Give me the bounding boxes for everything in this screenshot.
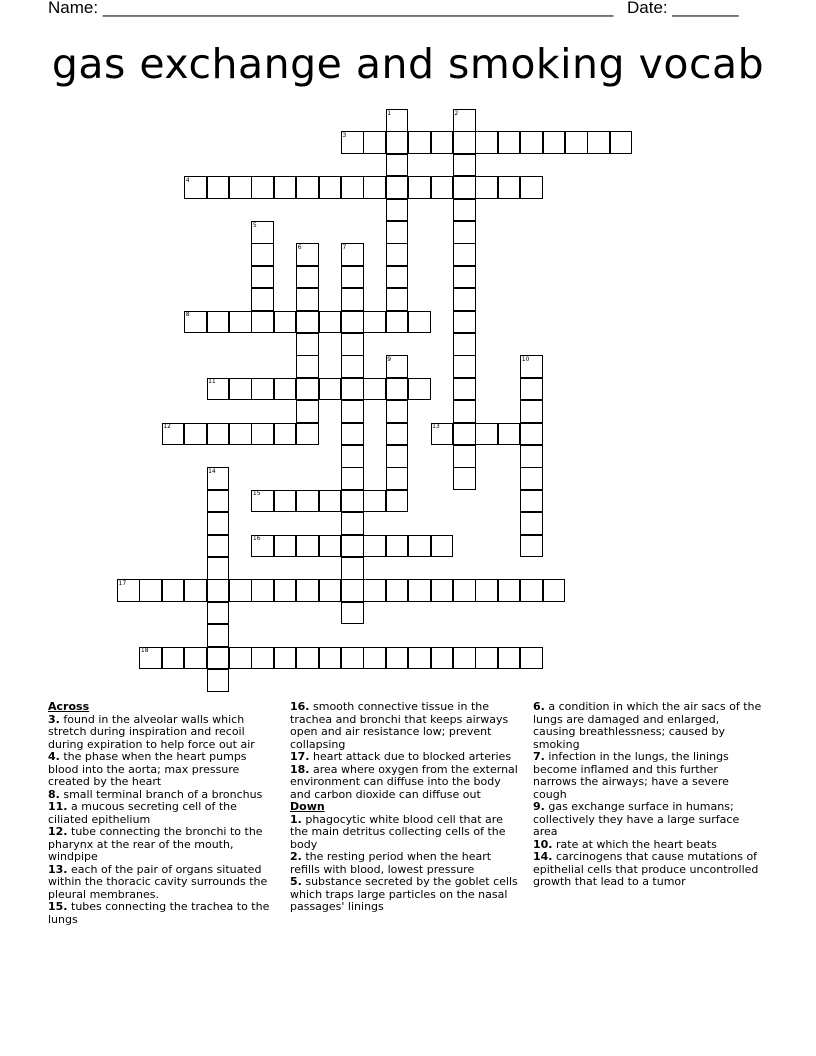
grid-cell[interactable] bbox=[498, 579, 521, 602]
clue-text: carcinogens that cause mutations of epithelial cells that produce uncontrolled growth that lead to a tumor bbox=[533, 850, 759, 888]
clues-column-3 bbox=[533, 701, 763, 889]
clue-number: 2. bbox=[290, 850, 302, 863]
grid-cell[interactable] bbox=[386, 423, 409, 446]
grid-cell[interactable] bbox=[498, 176, 521, 199]
grid-cell[interactable] bbox=[453, 445, 476, 468]
grid-cell[interactable] bbox=[453, 579, 476, 602]
clue-number: 1. bbox=[290, 812, 302, 826]
grid-cell[interactable] bbox=[229, 311, 252, 334]
grid-cell[interactable] bbox=[408, 176, 431, 199]
grid-clue-number: 17 bbox=[118, 579, 127, 587]
grid-clue-number: 10 bbox=[521, 355, 530, 363]
grid-cell[interactable] bbox=[386, 467, 409, 490]
grid-cell[interactable] bbox=[229, 579, 252, 602]
grid-cell[interactable] bbox=[408, 131, 431, 154]
grid-cell[interactable] bbox=[251, 176, 274, 199]
clue-number: 9. bbox=[533, 800, 545, 813]
clue-number: 8. bbox=[48, 787, 60, 801]
grid-cell[interactable] bbox=[363, 176, 386, 199]
clue-text: infection in the lungs, the linings become inflamed and this further narrows the airways; have a severe cough bbox=[533, 750, 729, 801]
clue-text: gas exchange surface in humans; collectively they have a large surface area bbox=[533, 800, 740, 838]
across-clue bbox=[48, 714, 278, 752]
grid-cell[interactable] bbox=[229, 378, 252, 401]
grid-cell[interactable] bbox=[251, 647, 274, 670]
grid-cell[interactable] bbox=[565, 131, 588, 154]
grid-cell[interactable] bbox=[139, 579, 162, 602]
clue-text: small terminal branch of a bronchus bbox=[63, 787, 263, 801]
grid-cell[interactable] bbox=[251, 266, 274, 289]
across-clue bbox=[48, 826, 278, 864]
grid-cell[interactable] bbox=[453, 199, 476, 222]
grid-cell[interactable] bbox=[341, 512, 364, 535]
name-line: ______________________________________________________ bbox=[102, 0, 614, 17]
across-clue bbox=[48, 751, 278, 789]
grid-cell[interactable] bbox=[520, 423, 543, 446]
grid-cell[interactable] bbox=[341, 535, 364, 558]
grid-cell[interactable] bbox=[520, 400, 543, 423]
grid-cell[interactable] bbox=[386, 400, 409, 423]
grid-cell[interactable] bbox=[386, 288, 409, 311]
grid-cell[interactable] bbox=[296, 288, 319, 311]
grid-cell[interactable] bbox=[453, 154, 476, 177]
grid-cell[interactable] bbox=[475, 647, 498, 670]
across-heading: Across bbox=[48, 700, 90, 713]
grid-cell[interactable] bbox=[341, 266, 364, 289]
grid-cell[interactable] bbox=[453, 333, 476, 356]
grid-cell[interactable] bbox=[296, 266, 319, 289]
grid-cell[interactable] bbox=[408, 535, 431, 558]
grid-cell[interactable] bbox=[341, 176, 364, 199]
grid-cell[interactable] bbox=[341, 400, 364, 423]
clue-number: 5. bbox=[290, 875, 302, 888]
grid-cell[interactable] bbox=[274, 647, 297, 670]
grid-cell[interactable] bbox=[520, 535, 543, 558]
grid-cell[interactable] bbox=[587, 131, 610, 154]
grid-cell[interactable] bbox=[341, 333, 364, 356]
grid-cell[interactable] bbox=[207, 579, 230, 602]
clue-number: 10. bbox=[533, 837, 553, 851]
grid-cell[interactable] bbox=[475, 176, 498, 199]
clue-text: a condition in which the air sacs of the lungs are damaged and enlarged, causing breathlessness; caused by smoking bbox=[533, 700, 762, 751]
grid-cell[interactable] bbox=[475, 579, 498, 602]
grid-clue-number: 18 bbox=[140, 647, 149, 655]
grid-clue-number: 1 bbox=[387, 109, 392, 117]
grid-clue-number: 4 bbox=[185, 176, 190, 184]
date-line: _______ bbox=[672, 0, 739, 17]
grid-cell[interactable] bbox=[341, 288, 364, 311]
clues-column-2 bbox=[290, 701, 522, 914]
down-clue bbox=[533, 701, 763, 751]
grid-cell[interactable] bbox=[475, 131, 498, 154]
grid-cell[interactable] bbox=[341, 355, 364, 378]
grid-cell[interactable] bbox=[341, 311, 364, 334]
grid-cell[interactable] bbox=[296, 311, 319, 334]
clue-text: phagocytic white blood cell that are the main detritus collecting cells of the body bbox=[290, 812, 506, 851]
grid-cell[interactable] bbox=[162, 579, 185, 602]
grid-cell[interactable] bbox=[431, 579, 454, 602]
grid-cell[interactable] bbox=[319, 579, 342, 602]
grid-cell[interactable] bbox=[408, 378, 431, 401]
grid-cell[interactable] bbox=[319, 490, 342, 513]
grid-cell[interactable] bbox=[520, 378, 543, 401]
grid-clue-number: 15 bbox=[252, 490, 261, 498]
grid-cell[interactable] bbox=[453, 221, 476, 244]
grid-cell[interactable] bbox=[453, 266, 476, 289]
grid-cell[interactable] bbox=[363, 131, 386, 154]
grid-cell[interactable] bbox=[251, 243, 274, 266]
grid-cell[interactable] bbox=[274, 579, 297, 602]
grid-cell[interactable] bbox=[386, 647, 409, 670]
clue-text: a mucous secreting cell of the ciliated epithelium bbox=[48, 800, 237, 826]
grid-cell[interactable] bbox=[431, 647, 454, 670]
grid-cell[interactable] bbox=[296, 647, 319, 670]
grid-cell[interactable] bbox=[274, 535, 297, 558]
grid-cell[interactable] bbox=[363, 490, 386, 513]
grid-cell[interactable] bbox=[431, 176, 454, 199]
grid-cell[interactable] bbox=[386, 266, 409, 289]
grid-cell[interactable] bbox=[431, 131, 454, 154]
clue-number: 12. bbox=[48, 825, 68, 838]
grid-cell[interactable] bbox=[319, 535, 342, 558]
grid-cell[interactable] bbox=[207, 624, 230, 647]
grid-cell[interactable] bbox=[341, 602, 364, 625]
grid-cell[interactable] bbox=[408, 579, 431, 602]
clue-number: 11. bbox=[48, 800, 68, 813]
grid-cell[interactable] bbox=[207, 423, 230, 446]
grid-cell[interactable] bbox=[520, 512, 543, 535]
grid-cell[interactable] bbox=[229, 423, 252, 446]
grid-cell[interactable] bbox=[296, 378, 319, 401]
grid-cell[interactable] bbox=[610, 131, 633, 154]
grid-cell[interactable] bbox=[207, 557, 230, 580]
grid-cell[interactable] bbox=[543, 579, 566, 602]
grid-cell[interactable] bbox=[341, 647, 364, 670]
grid-cell[interactable] bbox=[453, 131, 476, 154]
grid-cell[interactable] bbox=[274, 490, 297, 513]
clue-text: heart attack due to blocked arteries bbox=[313, 750, 512, 763]
grid-cell[interactable] bbox=[207, 311, 230, 334]
grid-cell[interactable] bbox=[453, 176, 476, 199]
grid-cell[interactable] bbox=[184, 647, 207, 670]
grid-clue-number: 13 bbox=[432, 423, 440, 431]
grid-cell[interactable] bbox=[341, 445, 364, 468]
grid-cell[interactable] bbox=[341, 579, 364, 602]
grid-cell[interactable] bbox=[274, 176, 297, 199]
grid-cell[interactable] bbox=[363, 378, 386, 401]
grid-cell[interactable] bbox=[386, 311, 409, 334]
across-clue bbox=[48, 801, 278, 826]
grid-clue-number: 11 bbox=[208, 378, 216, 386]
grid-cell[interactable] bbox=[453, 467, 476, 490]
grid-cell[interactable] bbox=[184, 423, 207, 446]
grid-cell[interactable] bbox=[453, 288, 476, 311]
grid-cell[interactable] bbox=[453, 311, 476, 334]
clue-number: 17. bbox=[290, 750, 310, 763]
grid-cell[interactable] bbox=[431, 535, 454, 558]
grid-cell[interactable] bbox=[162, 647, 185, 670]
grid-cell[interactable] bbox=[520, 647, 543, 670]
grid-cell[interactable] bbox=[274, 378, 297, 401]
clue-text: tube connecting the bronchi to the pharynx at the rear of the mouth, windpipe bbox=[48, 825, 263, 863]
grid-cell[interactable] bbox=[207, 669, 230, 692]
grid-cell[interactable] bbox=[341, 467, 364, 490]
grid-cell[interactable] bbox=[386, 221, 409, 244]
grid-cell[interactable] bbox=[386, 378, 409, 401]
grid-cell[interactable] bbox=[274, 311, 297, 334]
grid-cell[interactable] bbox=[296, 535, 319, 558]
grid-clue-number: 2 bbox=[454, 109, 459, 117]
grid-cell[interactable] bbox=[453, 400, 476, 423]
grid-cell[interactable] bbox=[251, 311, 274, 334]
grid-cell[interactable] bbox=[453, 423, 476, 446]
grid-cell[interactable] bbox=[386, 199, 409, 222]
grid-cell[interactable] bbox=[296, 423, 319, 446]
clue-number: 15. bbox=[48, 900, 68, 913]
clue-text: substance secreted by the goblet cells which traps large particles on the nasal passages' linings bbox=[290, 875, 518, 913]
grid-clue-number: 12 bbox=[163, 423, 171, 431]
grid-cell[interactable] bbox=[296, 579, 319, 602]
grid-cell[interactable] bbox=[319, 378, 342, 401]
grid-cell[interactable] bbox=[296, 400, 319, 423]
clues-column-1 bbox=[48, 701, 278, 926]
grid-cell[interactable] bbox=[520, 131, 543, 154]
grid-cell[interactable] bbox=[520, 467, 543, 490]
grid-cell[interactable] bbox=[386, 445, 409, 468]
grid-cell[interactable] bbox=[296, 355, 319, 378]
grid-cell[interactable] bbox=[341, 557, 364, 580]
grid-cell[interactable] bbox=[498, 131, 521, 154]
down-clue bbox=[290, 851, 522, 876]
name-label: Name: bbox=[48, 0, 99, 17]
grid-clue-number: 7 bbox=[342, 243, 347, 251]
grid-cell[interactable] bbox=[363, 647, 386, 670]
clue-text: smooth connective tissue in the trachea and bronchi that keeps airways open and air resistance low; prevent collapsing bbox=[290, 700, 509, 751]
grid-cell[interactable] bbox=[498, 423, 521, 446]
grid-cell[interactable] bbox=[498, 647, 521, 670]
grid-cell[interactable] bbox=[386, 579, 409, 602]
grid-cell[interactable] bbox=[453, 355, 476, 378]
grid-cell[interactable] bbox=[520, 445, 543, 468]
grid-cell[interactable] bbox=[207, 176, 230, 199]
clue-number: 6. bbox=[533, 700, 545, 713]
across-clue bbox=[290, 764, 522, 802]
grid-cell[interactable] bbox=[207, 512, 230, 535]
grid-cell[interactable] bbox=[296, 333, 319, 356]
grid-clue-number: 8 bbox=[185, 311, 190, 319]
grid-cell[interactable] bbox=[543, 131, 566, 154]
clue-text: the resting period when the heart refills with blood, lowest pressure bbox=[290, 850, 492, 876]
puzzle-title: gas exchange and smoking vocab bbox=[51, 40, 765, 88]
grid-cell[interactable] bbox=[319, 311, 342, 334]
clue-number: 16. bbox=[290, 700, 310, 713]
grid-cell[interactable] bbox=[274, 423, 297, 446]
grid-cell[interactable] bbox=[520, 176, 543, 199]
clue-number: 13. bbox=[48, 862, 68, 876]
grid-cell[interactable] bbox=[386, 154, 409, 177]
grid-clue-number: 5 bbox=[252, 221, 257, 229]
down-clue bbox=[290, 814, 522, 852]
grid-cell[interactable] bbox=[386, 243, 409, 266]
grid-cell[interactable] bbox=[207, 602, 230, 625]
date-label: Date: bbox=[627, 0, 668, 17]
grid-cell[interactable] bbox=[207, 647, 230, 670]
grid-cell[interactable] bbox=[319, 647, 342, 670]
grid-cell[interactable] bbox=[184, 579, 207, 602]
grid-cell[interactable] bbox=[408, 647, 431, 670]
clue-number: 4. bbox=[48, 750, 60, 763]
grid-cell[interactable] bbox=[319, 176, 342, 199]
grid-cell[interactable] bbox=[229, 647, 252, 670]
down-clue bbox=[290, 876, 522, 914]
grid-cell[interactable] bbox=[363, 579, 386, 602]
grid-cell[interactable] bbox=[363, 311, 386, 334]
grid-cell[interactable] bbox=[251, 288, 274, 311]
grid-cell[interactable] bbox=[363, 535, 386, 558]
clue-number: 3. bbox=[48, 712, 60, 726]
clue-number: 14. bbox=[533, 850, 553, 863]
grid-cell[interactable] bbox=[229, 176, 252, 199]
grid-cell[interactable] bbox=[520, 490, 543, 513]
grid-cell[interactable] bbox=[207, 490, 230, 513]
grid-cell[interactable] bbox=[341, 378, 364, 401]
clue-number: 7. bbox=[533, 750, 545, 763]
grid-clue-number: 6 bbox=[297, 243, 302, 251]
grid-cell[interactable] bbox=[520, 579, 543, 602]
down-clue bbox=[533, 851, 763, 889]
across-clue bbox=[48, 864, 278, 902]
clue-text: each of the pair of organs situated within the thoracic cavity surrounds the pleural membranes. bbox=[48, 862, 268, 901]
grid-cell[interactable] bbox=[251, 579, 274, 602]
grid-cell[interactable] bbox=[386, 176, 409, 199]
grid-clue-number: 9 bbox=[387, 355, 392, 363]
grid-cell[interactable] bbox=[207, 535, 230, 558]
grid-cell[interactable] bbox=[475, 423, 498, 446]
clue-number: 18. bbox=[290, 762, 310, 776]
clue-text: rate at which the heart beats bbox=[556, 837, 717, 851]
grid-cell[interactable] bbox=[386, 490, 409, 513]
down-clue bbox=[533, 751, 763, 801]
grid-cell[interactable] bbox=[386, 131, 409, 154]
grid-clue-number: 14 bbox=[208, 467, 216, 475]
grid-cell[interactable] bbox=[296, 490, 319, 513]
clue-text: area where oxygen from the external environment can diffuse into the body and carbon dioxide can diffuse out bbox=[290, 762, 518, 801]
grid-cell[interactable] bbox=[296, 176, 319, 199]
grid-clue-number: 16 bbox=[252, 535, 261, 543]
grid-cell[interactable] bbox=[453, 647, 476, 670]
grid-cell[interactable] bbox=[251, 423, 274, 446]
grid-cell[interactable] bbox=[453, 378, 476, 401]
grid-cell[interactable] bbox=[453, 243, 476, 266]
grid-cell[interactable] bbox=[386, 535, 409, 558]
clue-text: found in the alveolar walls which stretch during inspiration and recoil during expiration to help force out air bbox=[48, 712, 255, 751]
grid-cell[interactable] bbox=[251, 378, 274, 401]
clue-text: tubes connecting the trachea to the lungs bbox=[48, 900, 270, 926]
grid-cell[interactable] bbox=[341, 490, 364, 513]
grid-cell[interactable] bbox=[341, 423, 364, 446]
grid-cell[interactable] bbox=[408, 311, 431, 334]
across-clue bbox=[48, 901, 278, 926]
down-clue bbox=[533, 801, 763, 839]
grid-clue-number: 3 bbox=[342, 131, 347, 139]
clue-text: the phase when the heart pumps blood into the aorta; max pressure created by the heart bbox=[48, 750, 247, 788]
down-heading: Down bbox=[290, 800, 325, 813]
across-clue bbox=[290, 701, 522, 751]
